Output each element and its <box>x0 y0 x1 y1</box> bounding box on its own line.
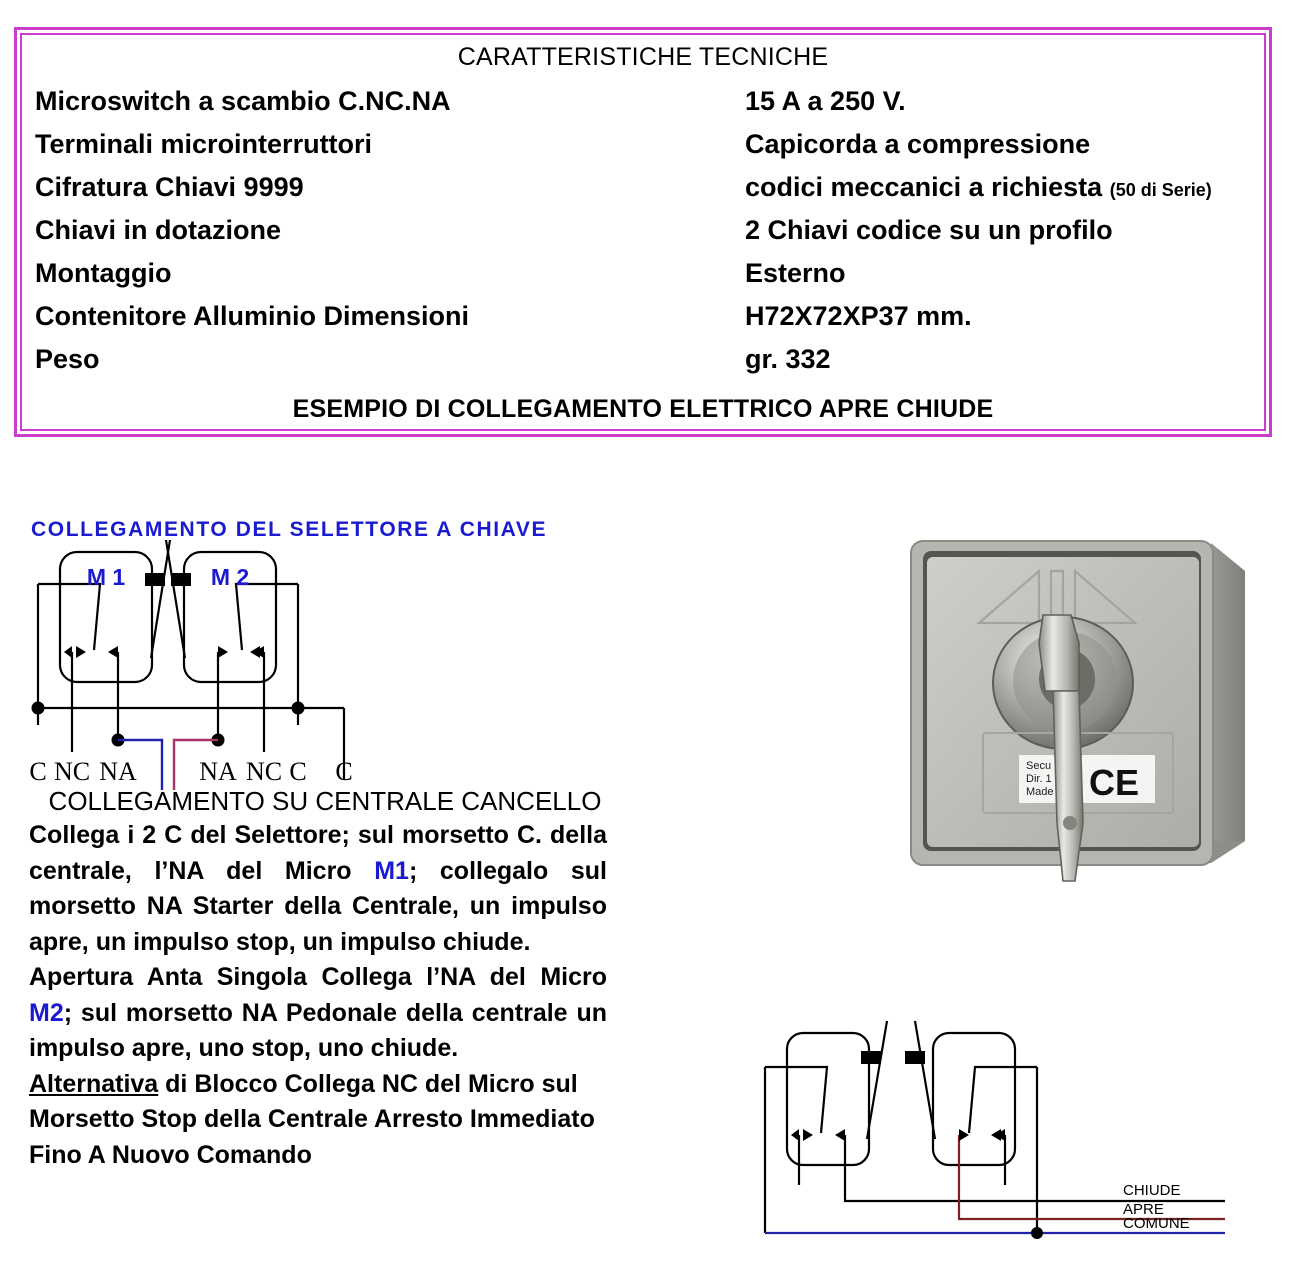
spec-label: Contenitore Alluminio Dimensioni <box>35 301 470 331</box>
m1-pivot-arm <box>38 584 100 650</box>
terminal-label-c2: C <box>289 757 307 786</box>
right-contact-arrows <box>959 1129 1005 1141</box>
m2-lever <box>166 540 185 658</box>
instructions-text <box>29 818 607 1173</box>
spec-value: 15 A a 250 V. <box>745 86 906 116</box>
instructions-paragraph-1: Collega i 2 C del Selettore; sul morsetto C. della centrale, l’NA del Micro M1; collegalo sul morsetto NA Starter della Centrale, un impulso apre, un impulso stop, un impulso chiude. <box>29 821 607 956</box>
spec-footer: ESEMPIO DI COLLEGAMENTO ELETTRICO APRE CHIUDE <box>292 395 994 423</box>
spec-value: gr. 332 <box>745 344 831 374</box>
spec-label: Terminali microinterruttori <box>35 129 373 159</box>
alternativa-emphasis: Alternativa <box>29 1069 159 1098</box>
line-label-chiude: CHIUDE <box>1123 1182 1181 1199</box>
product-photo-key-switch <box>893 523 1263 890</box>
instructions-paragraph-3: Alternativa di Blocco Collega NC del Micro sul Morsetto Stop della Centrale Arresto Immediato Fino A Nuovo Comando <box>29 1069 595 1169</box>
spec-label: Montaggio <box>35 258 172 288</box>
terminal-label-nc1: NC <box>53 757 91 786</box>
spec-note: (50 di Serie) <box>1109 180 1212 200</box>
spec-row <box>17 217 1269 244</box>
instructions-heading: COLLEGAMENTO SU CENTRALE CANCELLO <box>48 786 602 816</box>
ce-mark-icon: CE <box>1089 762 1140 803</box>
spec-label: Chiavi in dotazione <box>35 215 282 245</box>
microswitch-m2-label: M 2 <box>210 564 250 590</box>
spec-row <box>17 88 1269 115</box>
selector-diagram-heading: COLLEGAMENTO DEL SELETTORE A CHIAVE <box>31 518 548 541</box>
selector-wiring-diagram <box>14 540 444 790</box>
spec-value: 2 Chiavi codice su un profilo <box>745 215 1113 245</box>
right-actuator-block <box>905 1051 925 1064</box>
microswitch-m1-label: M 1 <box>86 564 126 590</box>
spec-row <box>17 174 1269 201</box>
terminal-label-c3: C <box>335 757 353 786</box>
m1-actuator-block <box>145 573 165 586</box>
page-title: CARATTERISTICHE TECNICHE <box>457 43 829 71</box>
left-actuator-block <box>861 1051 881 1064</box>
m2-pivot-arm <box>236 584 298 650</box>
spec-label: Peso <box>35 344 100 374</box>
terminal-label-c1: C <box>29 757 47 786</box>
m1-lever <box>151 540 170 658</box>
enclosure-side <box>1211 543 1245 863</box>
spec-row <box>17 303 1269 330</box>
key-ring-hole <box>1063 816 1077 830</box>
technical-specs-box <box>14 27 1272 437</box>
label-line-3: Made <box>1026 786 1054 798</box>
label-line-1: Secu <box>1026 760 1052 772</box>
m2-actuator-block <box>171 573 191 586</box>
micro-m1-ref: M1 <box>374 856 409 885</box>
comune-junction-dot <box>1031 1227 1043 1239</box>
label-line-2: Dir. 1 <box>1026 773 1052 785</box>
left-pivot-arm <box>765 1067 827 1133</box>
key-bow[interactable] <box>1039 615 1079 691</box>
spec-value: Capicorda a compressione <box>745 129 1091 159</box>
spec-value: codici meccanici a richiesta (50 di Serie) <box>745 172 1212 202</box>
right-pivot-arm <box>969 1067 1037 1133</box>
instructions-paragraph-2: Apertura Anta Singola Collega l’NA del Micro M2; sul morsetto NA Pedonale della centrale un impulso apre, uno stop, uno chiude. <box>29 963 607 1062</box>
line-label-apre: APRE <box>1123 1201 1164 1218</box>
spec-row <box>17 260 1269 287</box>
central-unit-wiring-diagram <box>755 1005 1235 1260</box>
apre-wire <box>959 1135 1225 1219</box>
terminal-label-na1: NA <box>99 757 137 786</box>
junction-dot <box>292 702 305 715</box>
spec-label: Microswitch a scambio C.NC.NA <box>35 86 451 116</box>
right-microswitch-body <box>933 1033 1015 1165</box>
spec-row <box>17 346 1269 373</box>
spec-value: Esterno <box>745 258 846 288</box>
micro-m2-ref: M2 <box>29 998 64 1027</box>
line-label-comune: COMUNE <box>1123 1215 1190 1232</box>
terminal-label-na2: NA <box>199 757 237 786</box>
spec-value: H72X72XP37 mm. <box>745 301 972 331</box>
terminal-label-nc2: NC <box>245 757 283 786</box>
spec-row <box>17 131 1269 158</box>
spec-label: Cifratura Chiavi 9999 <box>35 172 304 202</box>
junction-dot <box>32 702 45 715</box>
